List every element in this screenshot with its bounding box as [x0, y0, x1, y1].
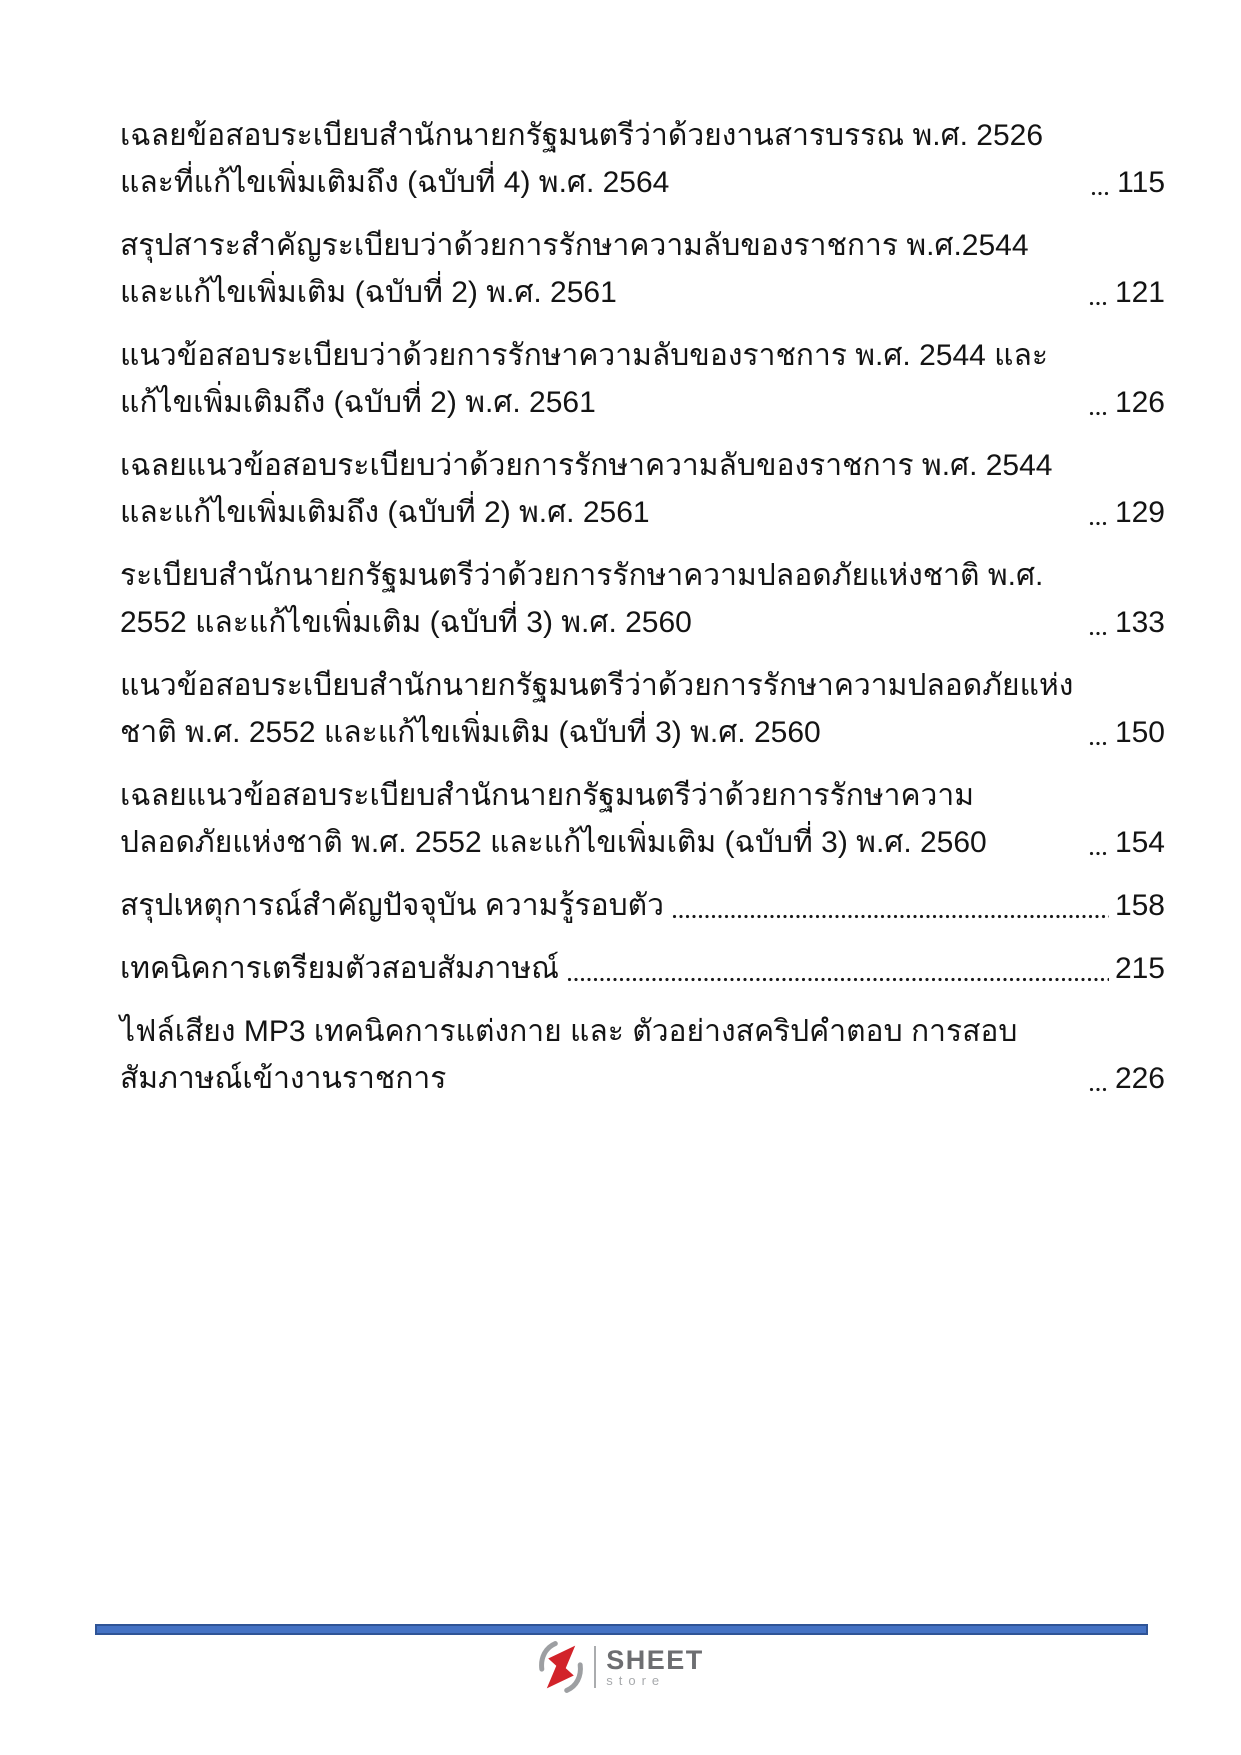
toc-dot-leader [1089, 631, 1109, 636]
toc-entry-title: เฉลยแนวข้อสอบระเบียบว่าด้วยการรักษาความลับของราชการ พ.ศ. 2544 และแก้ไขเพิ่มเติมถึง (ฉบับที่ 2) พ.ศ. 2561 [120, 449, 1053, 529]
toc-entry [120, 112, 1165, 206]
toc-dot-leader [1089, 851, 1109, 856]
toc-entry [120, 222, 1165, 316]
toc-entry-title: สรุปสาระสำคัญระเบียบว่าด้วยการรักษาความลับของราชการ พ.ศ.2544 และแก้ไขเพิ่มเติม (ฉบับที่ 2) พ.ศ. 2561 [120, 229, 1029, 309]
toc-dot-leader [1089, 1087, 1109, 1092]
toc-entry [120, 552, 1165, 646]
toc-entry-title: เฉลยแนวข้อสอบระเบียบสำนักนายกรัฐมนตรีว่าด้วยการรักษาความปลอดภัยแห่งชาติ พ.ศ. 2552 และแก้ไขเพิ่มเติม (ฉบับที่ 3) พ.ศ. 2560 [120, 779, 987, 859]
toc-dot-leader [1091, 191, 1111, 196]
sheetstore-logo [0, 1640, 1241, 1694]
toc-entry [120, 882, 1165, 929]
toc-entry [120, 1008, 1165, 1102]
logo-subtext: store [606, 1672, 666, 1688]
toc-entry-page: 126 [1114, 386, 1165, 419]
toc-entry [120, 662, 1165, 756]
toc-dot-leader [672, 914, 1109, 919]
toc-entry-title: ระเบียบสำนักนายกรัฐมนตรีว่าด้วยการรักษาความปลอดภัยแห่งชาติ พ.ศ. 2552 และแก้ไขเพิ่มเติม (ฉบับที่ 3) พ.ศ. 2560 [120, 559, 1044, 639]
toc-entry [120, 332, 1165, 426]
toc-entry-title: เฉลยข้อสอบระเบียบสำนักนายกรัฐมนตรีว่าด้วยงานสารบรรณ พ.ศ. 2526 และที่แก้ไขเพิ่มเติมถึง (ฉบับที่ 4) พ.ศ. 2564 [120, 119, 1044, 199]
toc-entry-title: แนวข้อสอบระเบียบว่าด้วยการรักษาความลับของราชการ พ.ศ. 2544 และแก้ไขเพิ่มเติมถึง (ฉบับที่ 2) พ.ศ. 2561 [120, 339, 1048, 419]
toc-entry-page: 154 [1114, 826, 1165, 859]
toc-entry-page: 158 [1114, 889, 1165, 922]
toc-entry-page: 129 [1114, 496, 1165, 529]
toc-entry-page: 133 [1114, 606, 1165, 639]
toc-entry [120, 945, 1165, 992]
toc-entry-page: 215 [1114, 952, 1165, 985]
toc-entry-page: 121 [1114, 276, 1165, 309]
toc-entry-title: ไฟล์เสียง MP3 เทคนิคการแต่งกาย และ ตัวอย่างสคริปคำตอบ การสอบสัมภาษณ์เข้างานราชการ [120, 1015, 1018, 1095]
toc-dot-leader [1089, 741, 1109, 746]
toc-dot-leader [1089, 411, 1109, 416]
toc-entry-title: สรุปเหตุการณ์สำคัญปัจจุบัน ความรู้รอบตัว [120, 889, 664, 922]
toc-dot-leader [1089, 521, 1109, 526]
logo-brand-text: SHEET [606, 1644, 704, 1675]
sheetstore-s-icon [537, 1640, 585, 1694]
toc-dot-leader [567, 977, 1109, 982]
toc-entry-title: เทคนิคการเตรียมตัวสอบสัมภาษณ์ [120, 952, 560, 985]
toc-entry-title: แนวข้อสอบระเบียบสำนักนายกรัฐมนตรีว่าด้วยการรักษาความปลอดภัยแห่งชาติ พ.ศ. 2552 และแก้ไขเพิ่มเติม (ฉบับที่ 3) พ.ศ. 2560 [120, 669, 1074, 749]
logo-divider-line [594, 1646, 596, 1688]
toc-entry [120, 442, 1165, 536]
table-of-contents [120, 112, 1165, 1118]
toc-entry-page: 226 [1114, 1062, 1165, 1095]
toc-dot-leader [1089, 301, 1109, 306]
toc-entry [120, 772, 1165, 866]
footer-divider-bar [95, 1624, 1148, 1635]
logo-wordmark [606, 1644, 704, 1688]
toc-entry-page: 115 [1117, 166, 1165, 199]
toc-entry-page: 150 [1114, 716, 1165, 749]
